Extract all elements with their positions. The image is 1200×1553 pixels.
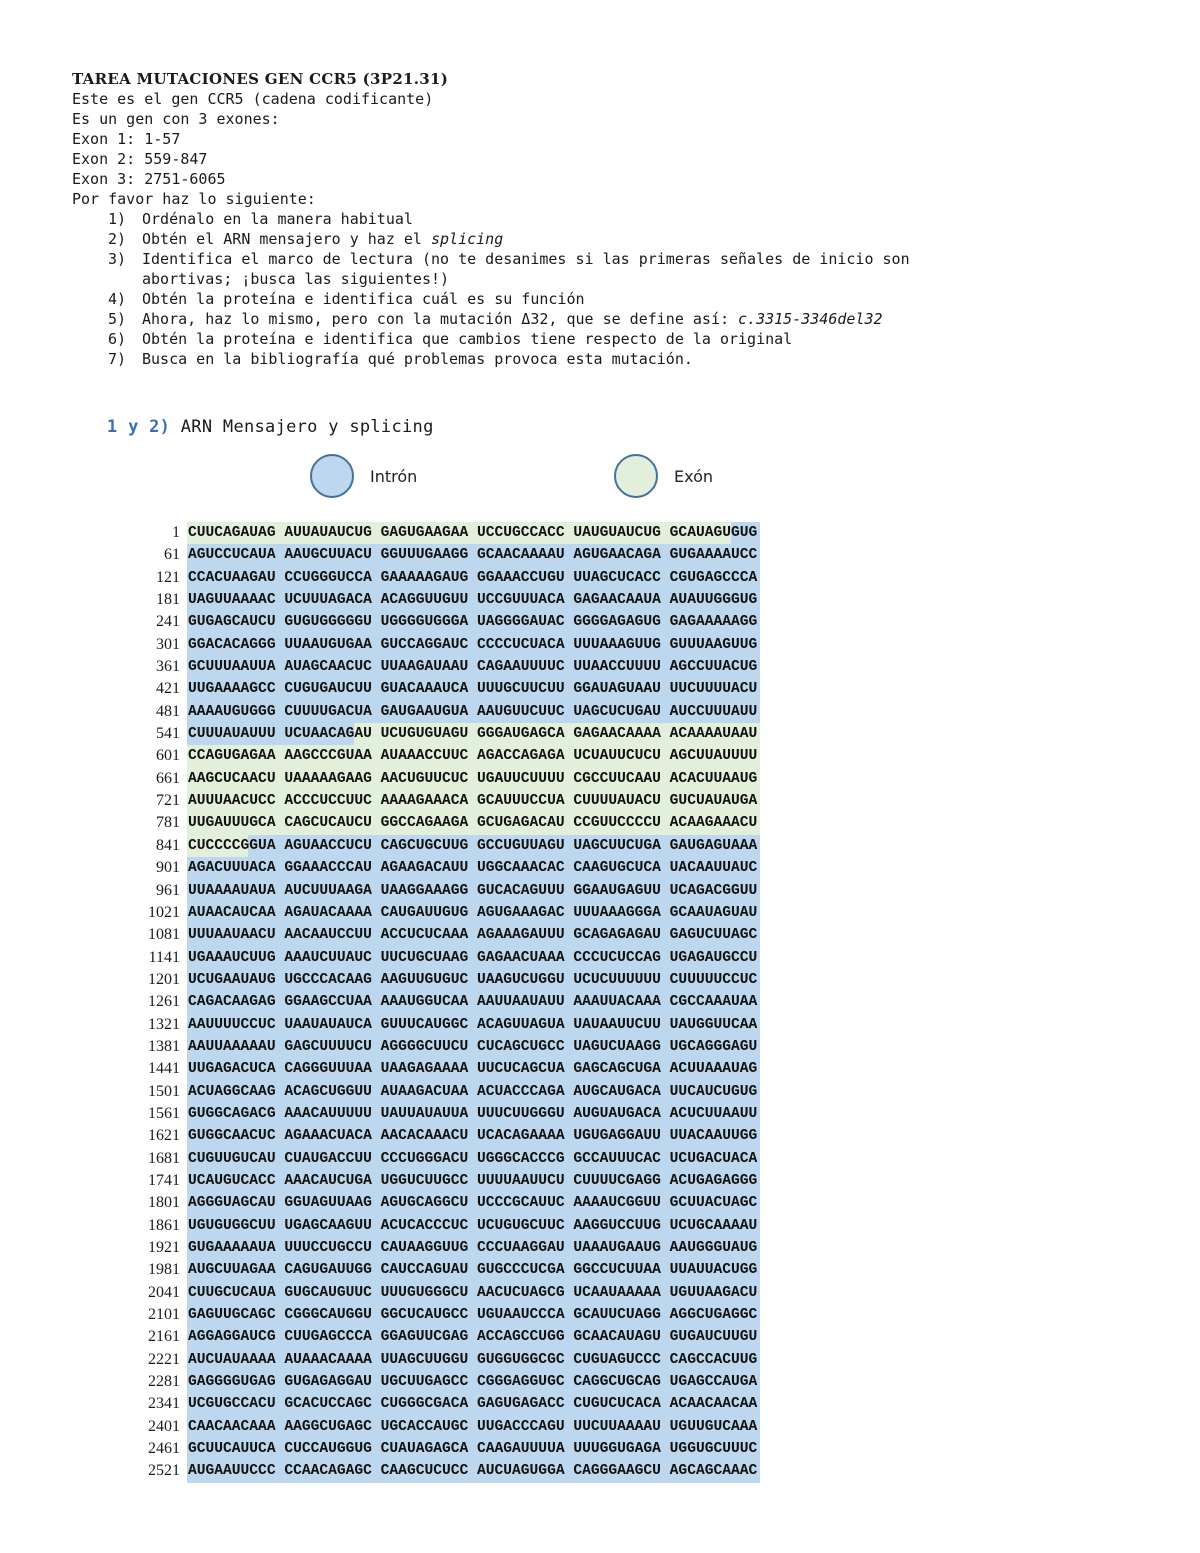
instruction-text: Obtén la proteína e identifica cuál es su función xyxy=(142,290,585,308)
sequence-bases: CUCCCCGGUA AGUAACCUCU CAGCUGCUUG GCCUGUUAGU UAGCUUCUGA GAUGAGUAAA xyxy=(188,837,758,854)
sequence-bases: AUCUAUAAAA AUAAACAAAA UUAGCUUGGU GUGGUGGCGC CUGUAGUCCC CAGCCACUUG xyxy=(188,1351,758,1368)
legend-exon xyxy=(614,453,713,499)
instruction-list xyxy=(72,209,1132,369)
sequence-position: 841 xyxy=(156,836,180,854)
sequence-bases: GGACACAGGG UUAAUGUGAA GUCCAGGAUC CCCCUCUACA UUUAAAGUUG GUUUAAGUUG xyxy=(188,636,758,653)
sequence-position: 1021 xyxy=(148,903,180,921)
sequence-bases: GAGGGGUGAG GUGAGAGGAU UGCUUGAGCC CGGGAGGUGC CAGGCUGCAG UGAGCCAUGA xyxy=(188,1374,758,1391)
sequence-position: 1861 xyxy=(148,1216,180,1234)
sequence-bases: AAUUUUCCUC UAAUAUAUCA GUUUCAUGGC ACAGUUAGUA UAUAAUUCUU UAUGGUUCAA xyxy=(188,1016,758,1033)
instruction-item xyxy=(72,229,1132,249)
sequence-bases: ACUAGGCAAG ACAGCUGGUU AUAAGACUAA ACUACCCAGA AUGCAUGACA UUCAUCUGUG xyxy=(188,1083,758,1100)
sequence-bases: UUGAGACUCA CAGGGUUUAA UAAGAGAAAA UUCUCAGCUA GAGCAGCUGA ACUUAAAUAG xyxy=(188,1061,758,1078)
instruction-text-continued: abortivas; ¡busca las siguientes!) xyxy=(142,270,450,288)
sequence-position: 2401 xyxy=(148,1417,180,1435)
document-title: TAREA MUTACIONES GEN CCR5 (3P21.31) xyxy=(72,70,449,88)
intro-line: Este es el gen CCR5 (cadena codificante) xyxy=(72,90,434,108)
sequence-bases: AUGAAUUCCC CCAACAGAGC CAAGCUCUCC AUCUAGUGGA CAGGGAAGCU AGCAGCAAAC xyxy=(188,1463,758,1480)
exon-line: Exon 2: 559-847 xyxy=(72,150,208,168)
instruction-number: 4) xyxy=(108,290,127,308)
sequence-position: 2341 xyxy=(148,1395,180,1413)
sequence-bases: UUGAAAAGCC CUGUGAUCUU GUACAAAUCA UUUGCUUCUU GGAUAGUAAU UUCUUUUACU xyxy=(188,681,758,698)
legend-exon-label: Exón xyxy=(674,466,714,486)
instruction-text: Identifica el marco de lectura (no te desanimes si las primeras señales de inicio son xyxy=(142,250,910,268)
legend-intron xyxy=(310,453,417,499)
sequence-bases: GCUUUAAUUA AUAGCAACUC UUAAGAUAAU CAGAAUUUUC UUAACCUUUU AGCCUUACUG xyxy=(188,659,758,676)
sequence-position: 2221 xyxy=(148,1350,180,1368)
sequence-position: 181 xyxy=(156,591,180,609)
sequence-position: 1381 xyxy=(148,1037,180,1055)
sequence-bases: AAGCUCAACU UAAAAAGAAG AACUGUUCUC UGAUUCUUUU CGCCUUCAAU ACACUUAAUG xyxy=(188,770,758,787)
sequence-bases: CAACAACAAA AAGGCUGAGC UGCACCAUGC UUGACCCAGU UUCUUAAAAU UGUUGUCAAA xyxy=(188,1418,758,1435)
sequence-position: 2281 xyxy=(148,1373,180,1391)
sequence-position: 421 xyxy=(156,680,180,698)
section-heading xyxy=(107,417,434,437)
sequence-position: 781 xyxy=(156,814,180,832)
sequence-bases: CUUGCUCAUA GUGCAUGUUC UUUGUGGGCU AACUCUAGCG UCAAUAAAAA UGUUAAGACU xyxy=(188,1284,758,1301)
sequence-position: 1501 xyxy=(148,1082,180,1100)
sequence-position: 2101 xyxy=(148,1306,180,1324)
sequence-bases: CCACUAAGAU CCUGGGUCCA GAAAAAGAUG GGAAACCUGU UUAGCUCACC CGUGAGCCCA xyxy=(188,569,758,586)
sequence-bases: UUUAAUAACU AACAAUCCUU ACCUCUCAAA AGAAAGAUUU GCAGAGAGAU GAGUCUUAGC xyxy=(188,927,758,944)
sequence-bases: AUUUAACUCC ACCCUCCUUC AAAAGAAACA GCAUUUCCUA CUUUUAUACU GUCUAUAUGA xyxy=(188,793,758,810)
sequence-position: 661 xyxy=(156,769,180,787)
sequence-bases: UGAAAUCUUG AAAUCUUAUC UUCUGCUAAG GAGAACUAAA CCCUCUCCAG UGAGAUGCCU xyxy=(188,949,758,966)
sequence-position: 61 xyxy=(164,546,180,564)
sequence-position: 1 xyxy=(172,524,180,541)
sequence-position: 1921 xyxy=(148,1239,180,1256)
instruction-number: 2) xyxy=(108,230,127,248)
sequence-bases: GAGUUGCAGC CGGGCAUGGU GGCUCAUGCC UGUAAUCCCA GCAUUCUAGG AGGCUGAGGC xyxy=(188,1307,758,1324)
sequence-position: 481 xyxy=(156,702,180,720)
sequence-bases: UGUGUGGCUU UGAGCAAGUU ACUCACCCUC UCUGUGCUUC AAGGUCCUUG UCUGCAAAAU xyxy=(188,1217,758,1234)
instructions-intro: Por favor haz lo siguiente: xyxy=(72,190,316,208)
sequence-position: 1081 xyxy=(148,926,180,944)
instruction-number: 7) xyxy=(108,350,127,368)
instruction-italic-term: splicing xyxy=(430,230,504,248)
sequence-bases: GUGGCAACUC AGAAACUACA AACACAAACU UCACAGAAAA UGUGAGGAUU UUACAAUUGG xyxy=(188,1128,758,1145)
sequence-bases: GUGAAAAAUA UUUCCUGCCU CAUAAGGUUG CCCUAAGGAU UAAAUGAAUG AAUGGGUAUG xyxy=(188,1240,758,1256)
sequence-position: 1441 xyxy=(148,1060,180,1078)
sequence-bases: AGUCCUCAUA AAUGCUUACU GGUUUGAAGG GCAACAAAAU AGUGAACAGA GUGAAAAUCC xyxy=(188,547,758,564)
sequence-bases: CUUUAUAUUU UCUAACAGAU UCUGUGUAGU GGGAUGAGCA GAGAACAAAA ACAAAAUAAU xyxy=(188,726,758,743)
intro-line: Es un gen con 3 exones: xyxy=(72,110,280,128)
sequence-bases: UCGUGCCACU GCACUCCAGC CUGGGCGACA GAGUGAGACC CUGUCUCACA ACAACAACAA xyxy=(188,1396,758,1413)
sequence-bases: CUUCAGAUAG AUUAUAUCUG GAGUGAAGAA UCCUGCCACC UAUGUAUCUG GCAUAGUGUG xyxy=(188,525,758,541)
sequence-position: 1561 xyxy=(148,1104,180,1122)
sequence-position: 121 xyxy=(156,568,180,586)
exon-line: Exon 3: 2751-6065 xyxy=(72,170,226,188)
sequence-position: 721 xyxy=(156,792,180,810)
sequence-bases: AAAAUGUGGG CUUUUGACUA GAUGAAUGUA AAUGUUCUUC UAGCUCUGAU AUCCUUUAUU xyxy=(188,703,758,720)
sequence-position: 1141 xyxy=(148,948,180,966)
instruction-text: Ahora, haz lo mismo, pero con la mutación Δ32, que se define así: xyxy=(142,310,739,328)
sequence-bases: GUGGCAGACG AAACAUUUUU UAUUAUAUUA UUUCUUGGGU AUGUAUGACA ACUCUUAAUU xyxy=(188,1105,758,1122)
sequence-bases: UCUGAAUAUG UGCCCACAAG AAGUUGUGUC UAAGUCUGGU UCUCUUUUUU CUUUUUCCUC xyxy=(188,971,758,988)
sequence-position: 301 xyxy=(156,635,180,653)
instruction-text: Ordénalo en la manera habitual xyxy=(142,210,413,228)
mutation-notation: c.3315-3346del32 xyxy=(738,310,883,328)
legend-intron-label: Intrón xyxy=(370,466,418,486)
instruction-item xyxy=(72,249,1132,289)
sequence-bases: AGGGUAGCAU GGUAGUUAAG AGUGCAGGCU UCCCGCAUUC AAAAUCGGUU GCUUACUAGC xyxy=(188,1195,758,1212)
section-title: ARN Mensajero y splicing xyxy=(180,417,434,437)
sequence-bases: AAUUAAAAAU GAGCUUUUCU AGGGGCUUCU CUCAGCUGCC UAGUCUAAGG UGCAGGGAGU xyxy=(188,1038,758,1055)
instruction-item xyxy=(72,329,1132,349)
sequence-bases: CUGUUGUCAU CUAUGACCUU CCCUGGGACU UGGGCACCCG GCCAUUUCAC UCUGACUACA xyxy=(188,1150,758,1167)
sequence-position: 601 xyxy=(156,747,180,765)
section-number: 1 y 2) xyxy=(107,417,171,437)
sequence-bases: GUGAGCAUCU GUGUGGGGGU UGGGGUGGGA UAGGGGAUAC GGGGAGAGUG GAGAAAAAGG xyxy=(188,614,758,631)
instruction-number: 3) xyxy=(108,250,127,268)
sequence-bases: UUAAAAUAUA AUCUUUAAGA UAAGGAAAGG GUCACAGUUU GGAAUGAGUU UCAGACGGUU xyxy=(188,882,758,899)
instruction-number: 5) xyxy=(108,310,127,328)
sequence-position: 1801 xyxy=(148,1194,180,1212)
instruction-item xyxy=(72,209,1132,229)
sequence-position: 1681 xyxy=(148,1149,180,1167)
sequence-bases: CCAGUGAGAA AAGCCCGUAA AUAAACCUUC AGACCAGAGA UCUAUUCUCU AGCUUAUUUU xyxy=(188,748,758,765)
sequence-bases: AGGAGGAUCG CUUGAGCCCA GGAGUUCGAG ACCAGCCUGG GCAACAUAGU GUGAUCUUGU xyxy=(188,1329,758,1346)
sequence-position: 901 xyxy=(156,859,180,877)
sequence-position: 541 xyxy=(156,725,180,743)
assignment-header xyxy=(72,69,1132,369)
sequence-position: 1261 xyxy=(148,993,180,1011)
sequence-bases: CAGACAAGAG GGAAGCCUAA AAAUGGUCAA AAUUAAUAUU AAAUUACAAA CGCCAAAUAA xyxy=(188,994,758,1011)
sequence-position: 1621 xyxy=(148,1127,180,1145)
sequence-position: 361 xyxy=(156,658,180,676)
sequence-position: 241 xyxy=(156,613,180,631)
exon-circle-icon xyxy=(614,454,658,498)
instruction-text: Obtén el ARN mensajero y haz el xyxy=(142,230,431,248)
sequence-bases: AUAACAUCAA AGAUACAAAA CAUGAUUGUG AGUGAAAGAC UUUAAAGGGA GCAAUAGUAU xyxy=(188,904,758,921)
sequence-position: 961 xyxy=(156,881,180,899)
instruction-text: Obtén la proteína e identifica que cambios tiene respecto de la original xyxy=(142,330,793,348)
sequence-position: 2161 xyxy=(148,1328,180,1346)
sequence-bases: AGACUUUACA GGAAACCCAU AGAAGACAUU UGGCAAACAC CAAGUGCUCA UACAAUUAUC xyxy=(188,860,758,877)
instruction-item xyxy=(72,349,1132,369)
sequence-position: 1981 xyxy=(148,1261,180,1279)
sequence-position: 2041 xyxy=(148,1283,180,1301)
intron-circle-icon xyxy=(310,454,354,498)
instruction-text: Busca en la bibliografía qué problemas provoca esta mutación. xyxy=(142,350,693,368)
sequence-position: 1321 xyxy=(148,1015,180,1033)
sequence-bases: UAGUUAAAAC UCUUUAGACA ACAGGUUGUU UCCGUUUACA GAGAACAAUA AUAUUGGGUG xyxy=(188,592,758,609)
instruction-number: 6) xyxy=(108,330,127,348)
sequence-bases: UUGAUUUGCA CAGCUCAUCU GGCCAGAAGA GCUGAGACAU CCGUUCCCCU ACAAGAAACU xyxy=(188,815,758,832)
instruction-item xyxy=(72,309,1132,329)
sequence-bases: AUGCUUAGAA CAGUGAUUGG CAUCCAGUAU GUGCCCUCGA GGCCUCUUAA UUAUUACUGG xyxy=(188,1262,758,1279)
sequence-position: 2521 xyxy=(148,1462,180,1480)
sequence-position: 1741 xyxy=(148,1171,180,1189)
exon-line: Exon 1: 1-57 xyxy=(72,130,181,148)
sequence-position: 2461 xyxy=(148,1440,180,1458)
sequence-bases: GCUUCAUUCA CUCCAUGGUG CUAUAGAGCA CAAGAUUUUA UUUGGUGAGA UGGUGCUUUC xyxy=(188,1441,758,1458)
instruction-item xyxy=(72,289,1132,309)
sequence-bases: UCAUGUCACC AAACAUCUGA UGGUCUUGCC UUUUAAUUCU CUUUUCGAGG ACUGAGAGGG xyxy=(188,1172,758,1189)
instruction-number: 1) xyxy=(108,210,127,228)
sequence-position: 1201 xyxy=(148,970,180,988)
